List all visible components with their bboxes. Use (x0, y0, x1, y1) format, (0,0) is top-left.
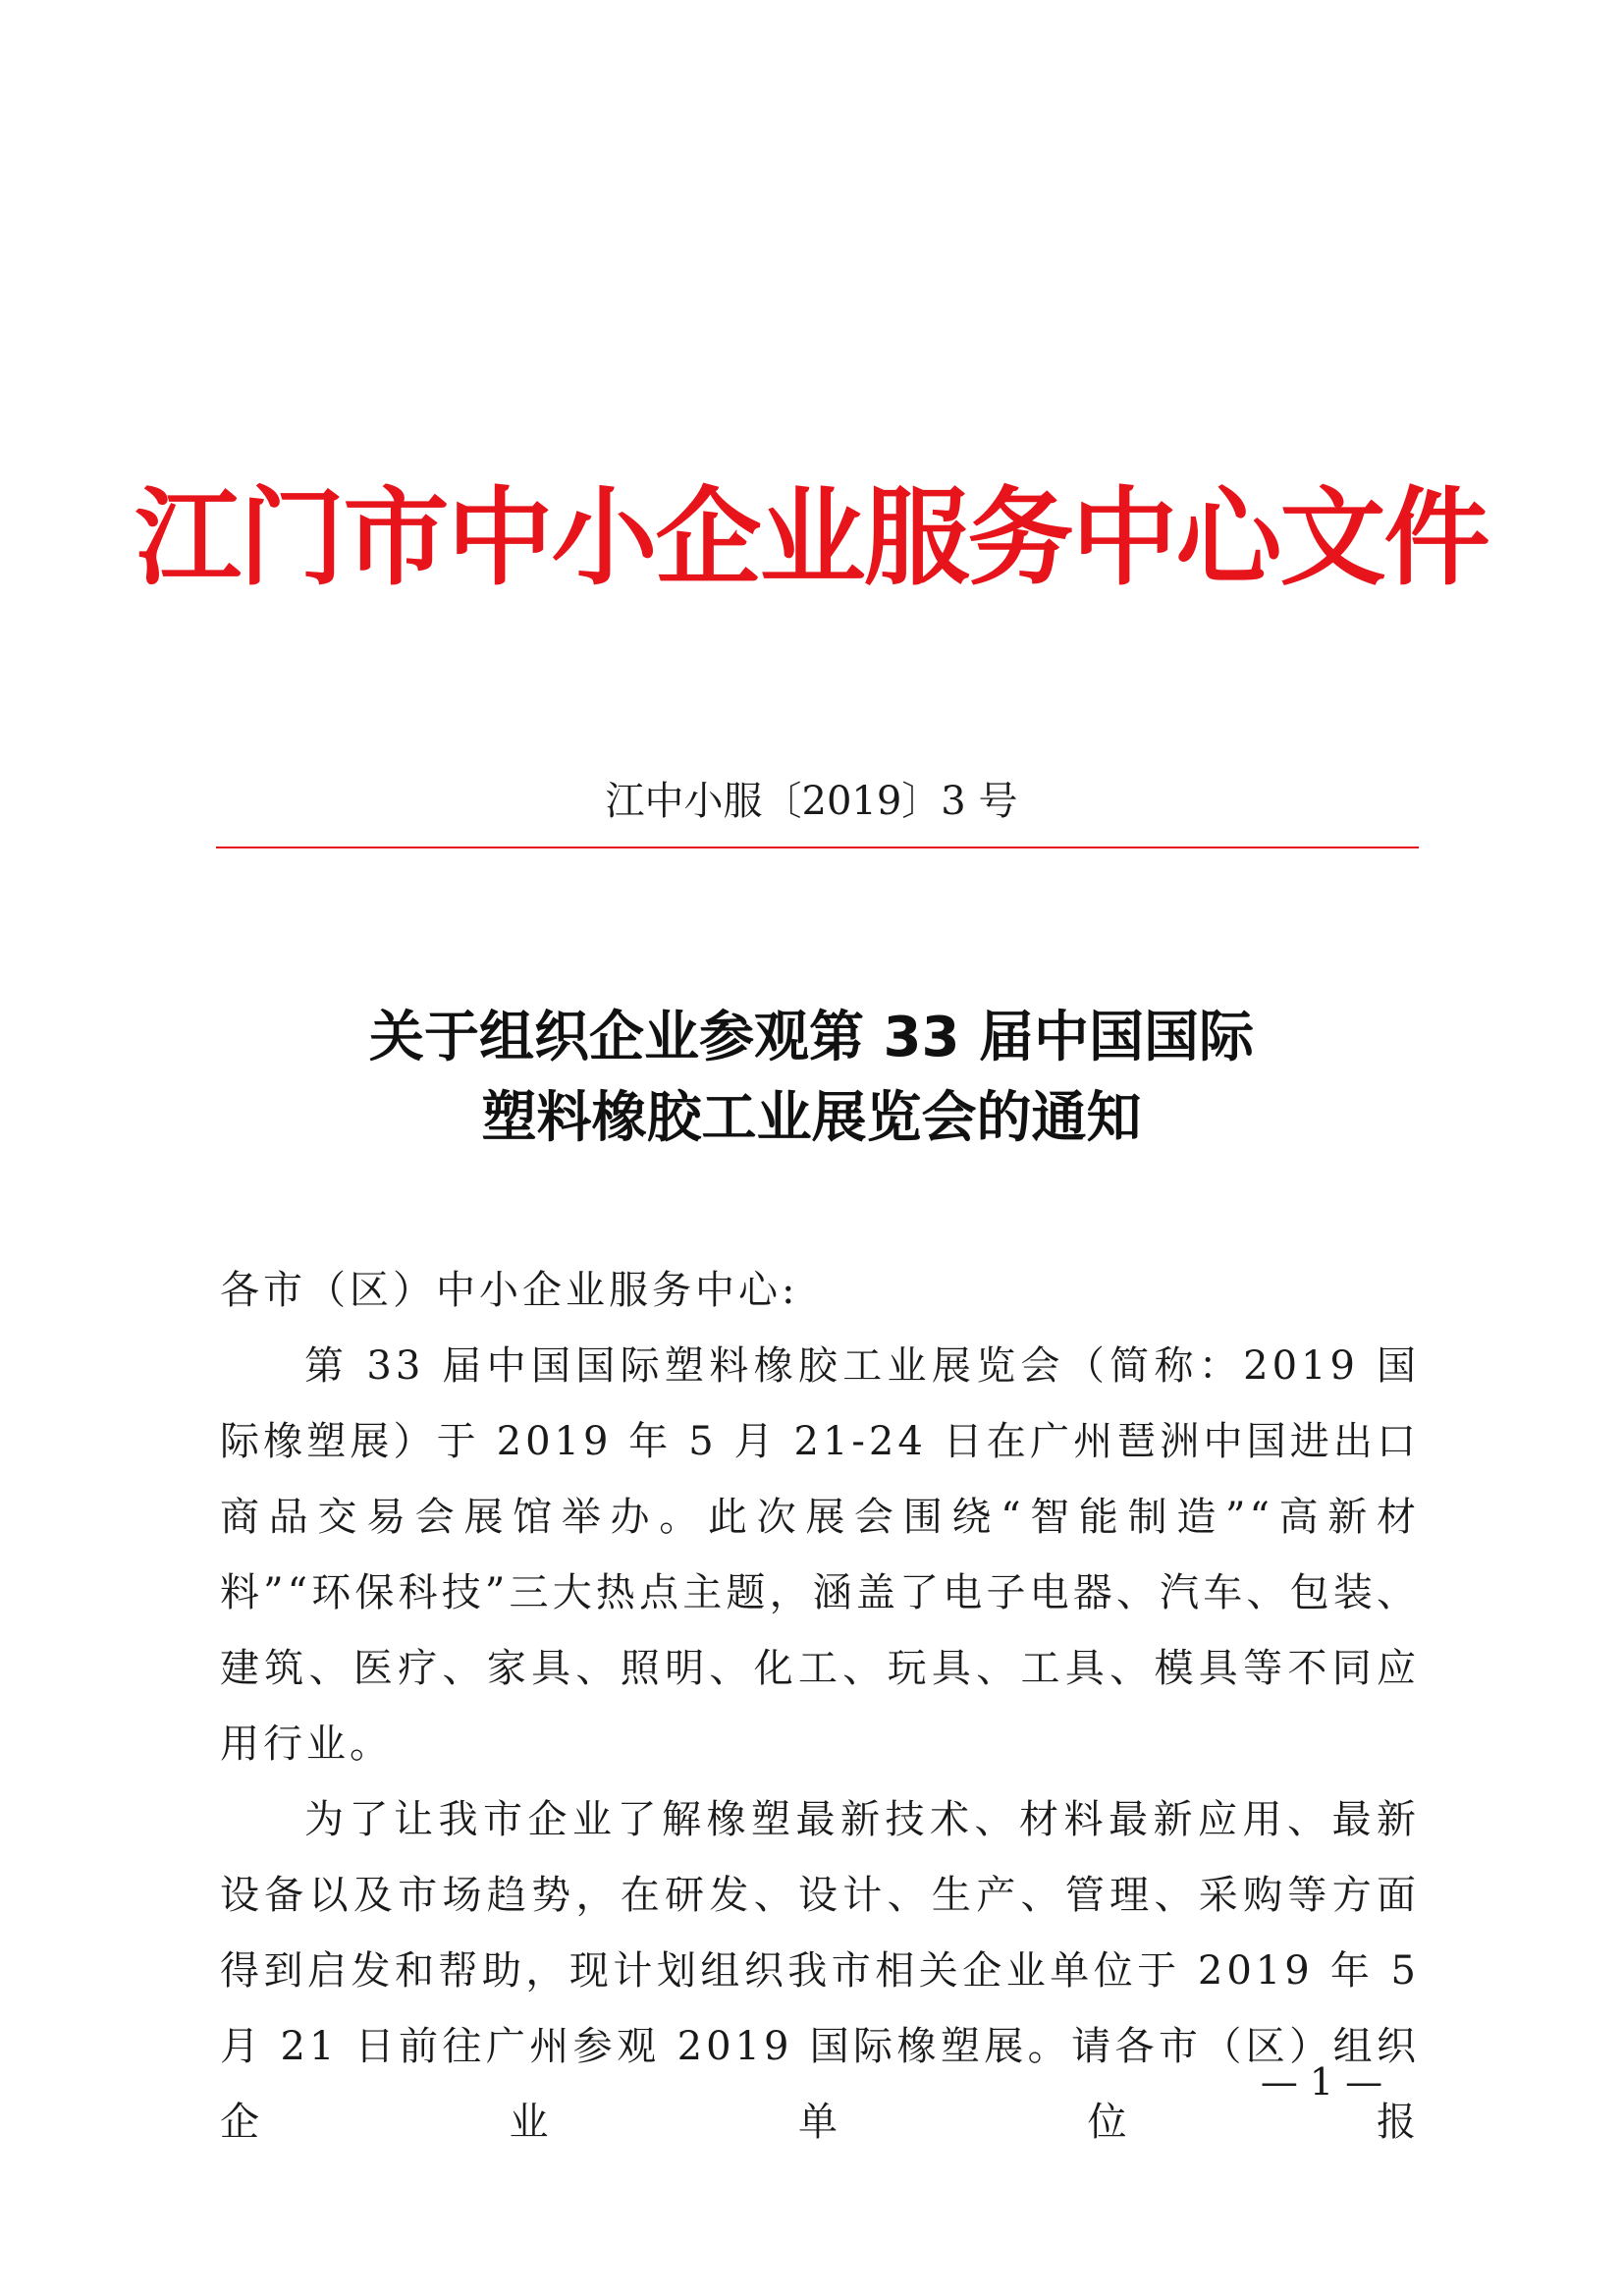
red-separator-line (216, 847, 1419, 848)
salutation: 各市（区）中小企业服务中心: (220, 1268, 799, 1313)
page-number: — 1 — (1260, 2060, 1383, 2104)
notice-title-line-1: 关于组织企业参观第 33 届中国国际 (369, 1006, 1254, 1069)
masthead-title: 江门市中小企业服务中心文件 (135, 476, 1488, 600)
paragraph-2: 为了让我市企业了解橡塑最新技术、材料最新应用、最新设备以及市场趋势，在研发、设计、生产、管理、采购等方面得到启发和帮助，现计划组织我市相关企业单位于 2019 年 5 月 21 日前往广州参观 2019 国际橡塑展。请各市（区）组织企业单位报 (220, 1797, 1420, 2145)
notice-body (220, 1253, 1420, 2160)
document-number: 江中小服〔2019〕3 号 (605, 779, 1018, 824)
notice-title (0, 998, 1623, 1159)
paragraph-1: 第 33 届中国国际塑料橡胶工业展览会（简称：2019 国际橡塑展）于 2019 年 5 月 21-24 日在广州琶洲中国进出口商品交易会展馆举办。此次展会围绕“智能制造”“高新材料”“环保科技”三大热点主题，涵盖了电子电器、汽车、包装、建筑、医疗、家具、照明、化工、玩具、工具、模具等不同应用行业。 (220, 1343, 1420, 1767)
notice-title-line-2: 塑料橡胶工业展览会的通知 (481, 1086, 1142, 1150)
